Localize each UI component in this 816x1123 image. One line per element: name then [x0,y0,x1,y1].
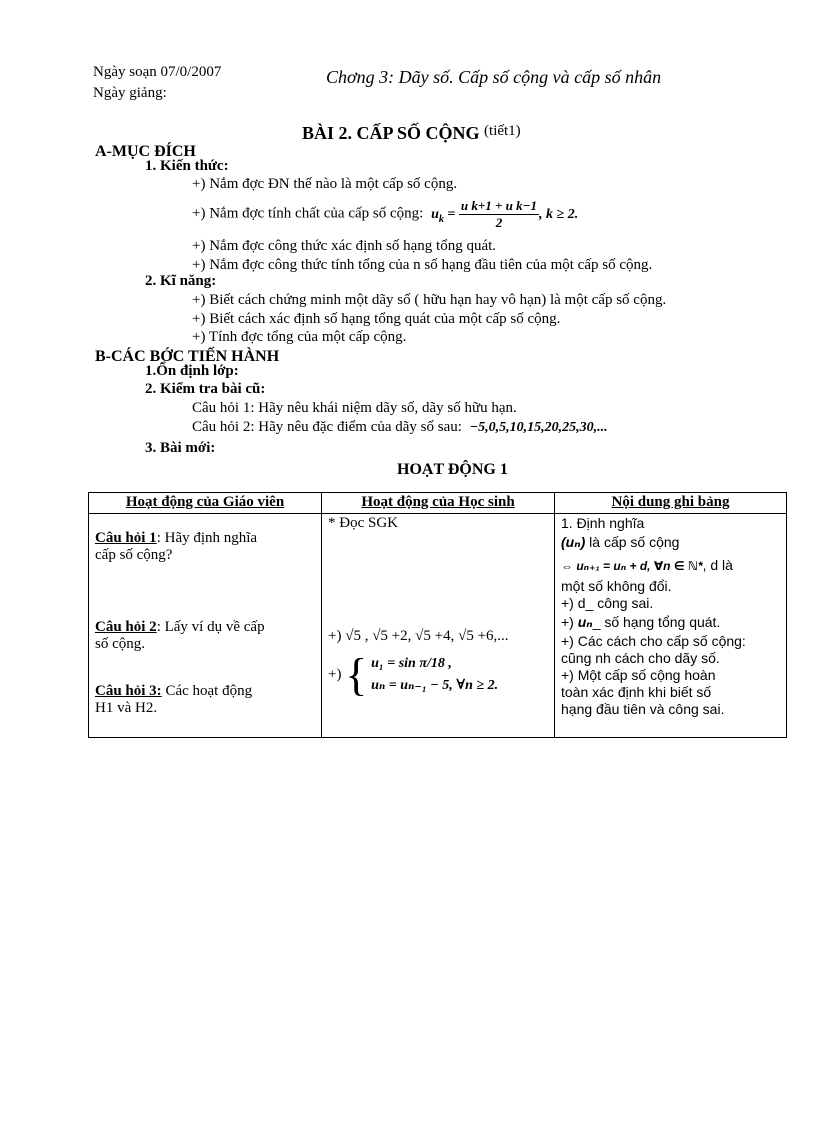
review-question-2-text: Câu hỏi 2: Hãy nêu đặc điểm của dãy số sau: [192,419,462,435]
board-line-5: +) d_ công sai. [561,595,654,611]
chapter-title: Chơng 3: Dãy số. Cấp số cộng và cấp số nhân [326,67,662,87]
date-taught: Ngày giảng: [93,85,167,101]
teacher-q3-text: Các hoạt động [161,683,253,699]
formula-condition: , k ≥ 2. [539,206,579,222]
step-2: 2. Kiểm tra bài cũ: [145,381,266,397]
lesson-title-sub: (tiết1) [484,123,521,139]
board-line-2 [561,532,780,553]
formula-lhs: u [431,206,439,222]
knowledge-heading: 1. Kiến thức: [145,158,229,174]
knowledge-item-1: +) Nắm đợc ĐN thế nào là một cấp số cộng. [192,176,458,192]
skill-item-2: +) Biết cách xác định số hạng tổng quát của một cấp số cộng. [192,311,561,327]
review-question-2 [192,419,608,436]
knowledge-item-3: +) Nắm đợc công thức xác định số hạng tổng quát. [192,238,497,254]
board-line-3-text: , d là [702,557,733,573]
system-line-1: u₁ = sin π/18 , [371,656,452,671]
header-student: Hoạt động của Học sinh [322,493,555,514]
board-line-1: 1. Định nghĩa [561,515,645,531]
board-cell [555,514,787,738]
teacher-q1-label: Câu hỏi 1 [95,530,157,546]
step-1: 1.Ổn định lớp: [145,363,239,379]
board-line-6-prefix: +) [561,614,578,630]
section-a-heading: A-MỤC ĐÍCH [95,143,196,160]
system-line-2: uₙ = uₙ₋₁ − 5, ∀n ≥ 2. [371,678,499,693]
activity-table [88,492,787,738]
board-line-3 [561,553,780,578]
activity-header-row [89,493,787,514]
teacher-q2 [95,619,315,636]
student-example-2-system [371,653,498,697]
activity-body-row [89,514,787,738]
teacher-q3-label: Câu hỏi 3: [95,683,162,699]
step-3: 3. Bài mới: [145,440,216,456]
board-line-2-text: là cấp số cộng [585,534,680,550]
skill-item-3: +) Tính đợc tổng của một cấp cộng. [192,329,407,345]
board-line-6-text: _ số hạng tổng quát. [592,614,721,630]
board-line-8: cũng nh cách cho dãy số. [561,650,720,666]
board-line-7: +) Các cách cho cấp số cộng: [561,633,746,649]
student-cell [322,514,555,738]
student-example-1-prefix: +) [328,628,342,644]
teacher-q2-label: Câu hỏi 2 [95,619,157,635]
section-b-heading: B-CÁC BỚC TIẾN HÀNH [95,348,280,365]
board-line-9: +) Một cấp số cộng hoàn [561,667,716,683]
skill-item-1: +) Biết cách chứng minh một dãy số ( hữu hạn hay vô hạn) là một cấp số cộng. [192,292,667,308]
board-line-4: một số không đổi. [561,578,672,594]
formula-lhs-sub: k [438,213,444,225]
teacher-q3 [95,683,315,700]
skills-heading: 2. Kĩ năng: [145,273,217,289]
lesson-title-main: BÀI 2. CẤP SỐ CỘNG [302,123,480,143]
header-teacher: Hoạt động của Giáo viên [89,493,322,514]
board-line-10: toàn xác định khi biết số [561,684,712,700]
knowledge-item-2-text: +) Nắm đợc tính chất của cấp số cộng: [192,205,424,222]
activity-title: HOẠT ĐỘNG 1 [397,461,508,478]
board-line-11: hạng đầu tiên và công sai. [561,701,725,717]
date-prepared: Ngày soạn 07/0/2007 [93,64,222,80]
formula-numerator: u k+1 + u k−1 [460,198,538,213]
lesson-title [302,123,521,144]
header-board: Nội dung ghi bảng [555,493,787,514]
review-question-1: Câu hỏi 1: Hãy nêu khái niệm dãy số, dãy số hữu hạn. [192,400,517,416]
board-line-3-math: ⇔ uₙ₊₁ = uₙ + d, ∀n ∈ ℕ* [561,559,703,573]
student-example-2 [328,649,548,700]
board-line-6 [561,612,780,633]
student-read: * Đọc SGK [328,515,398,531]
review-sequence: −5,0,5,10,15,20,25,30,... [469,420,608,435]
student-example-1-math: √5 , √5 +2, √5 +4, √5 +6,... [345,628,509,644]
teacher-q1-text: : Hãy định nghĩa [156,530,258,546]
property-formula: $u_k$ = $\frac{\text{u k+1 + u k−1}}{2}$ , k ≥ 2. [431,198,579,230]
student-example-2-prefix: +) [328,666,342,683]
teacher-q1-cont: cấp số cộng? [95,547,173,563]
formula-denominator: 2 [495,215,503,230]
board-line-2-math: (uₙ) [561,534,586,550]
teacher-q3-cont: H1 và H2. [95,700,158,716]
teacher-cell [89,514,322,738]
formula-fraction [459,198,539,231]
teacher-q2-cont: số cộng. [95,636,145,652]
knowledge-item-2 [192,198,578,231]
knowledge-item-4: +) Nắm đợc công thức tính tổng của n số hạng đầu tiên của một cấp số cộng. [192,257,653,273]
student-example-1 [328,628,548,645]
teacher-q2-text: : Lấy ví dụ về cấp [156,619,265,635]
teacher-q1 [95,530,315,547]
system-brace: { [345,649,368,700]
board-line-6-math: uₙ [577,614,593,630]
